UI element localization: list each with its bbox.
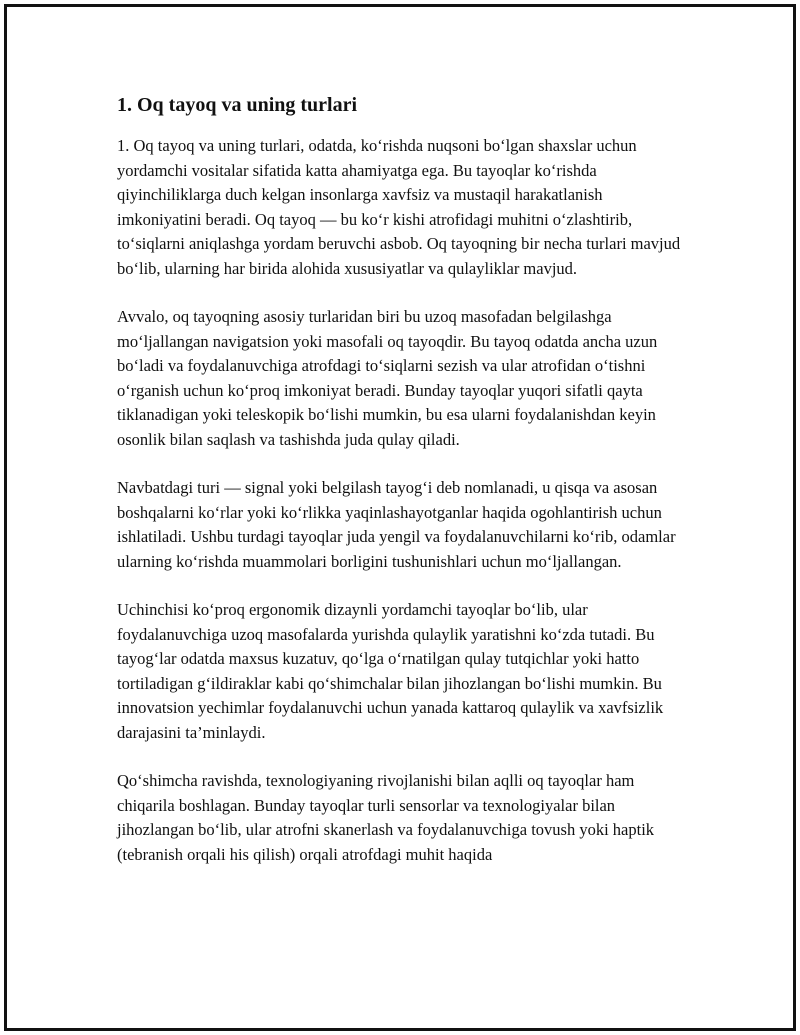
paragraph-1: 1. Oq tayoq va uning turlari, odatda, ko‘rishda nuqsoni bo‘lgan shaxslar uchun yordamchi vositalar sifatida katta ahamiyatga ega. Bu tayoqlar ko‘rishda qiyinchiliklarga duch kelgan insonlarga xavfsiz va mustaqil harakatlanish imkoniyatini beradi. Oq tayoq — bu ko‘r kishi atrofidagi muhitni o‘zlashtirib, to‘siqlarni aniqlashga yordam beruvchi asbob. Oq tayoqning bir necha turlari mavjud bo‘lib, ularning har birida alohida xususiyatlar va qulayliklar mavjud. [117,136,681,278]
document-body [117,90,689,891]
paragraph-3: Navbatdagi turi — signal yoki belgilash tayog‘i deb nomlanadi, u qisqa va asosan boshqalarni ko‘rlar yoki ko‘rlikka yaqinlashayotganlar haqida ogohlantirish uchun ishlatiladi. Ushbu turdagi tayoqlar juda yengil va foydalanuvchilarni ko‘rib, odamlar ularning ko‘rishda muammolari borligini tushunishlari uchun mo‘ljallangan. [117,478,676,571]
paragraph-5: Qo‘shimcha ravishda, texnologiyaning rivojlanishi bilan aqlli oq tayoqlar ham chiqarila boshlagan. Bunday tayoqlar turli sensorlar va texnologiyalar bilan jihozlangan bo‘lib, ular atrofni skanerlash va foydalanuvchiga tovush yoki haptik (tebranish orqali his qilish) orqali atrofdagi muhit haqida [117,771,655,864]
document-title: 1. Oq tayoq va uning turlari [117,94,358,116]
paragraph-4: Uchinchisi ko‘proq ergonomik dizaynli yordamchi tayoqlar bo‘lib, ular foydalanuvchiga uzoq masofalarda yurishda qulaylik yaratishni ko‘zda tutadi. Bu tayog‘lar odatda maxsus kuzatuv, qo‘lga o‘rnatilgan qulay tutqichlar yoki hatto tortiladigan g‘ildiraklar kabi qo‘shimchalar bilan jihozlangan bo‘lishi mumkin. Bu innovatsion yechimlar foydalanuvchi uchun yanada kattaroq qulaylik va xavfsizlik darajasini ta’minlaydi. [117,600,664,742]
paragraph-2: Avvalo, oq tayoqning asosiy turlaridan biri bu uzoq masofadan belgilashga mo‘ljallangan navigatsion yoki masofali oq tayoqdir. Bu tayoq odatda ancha uzun bo‘ladi va foydalanuvchiga atrofdagi to‘siqlarni sezish va ular atrofidan o‘tishni o‘rganish uchun ko‘proq imkoniyat beradi. Bunday tayoqlar yuqori sifatli qayta tiklanadigan yoki teleskopik bo‘lishi mumkin, bu esa ularni foydalanishdan keyin osonlik bilan saqlash va tashishda juda qulay qiladi. [117,307,658,449]
